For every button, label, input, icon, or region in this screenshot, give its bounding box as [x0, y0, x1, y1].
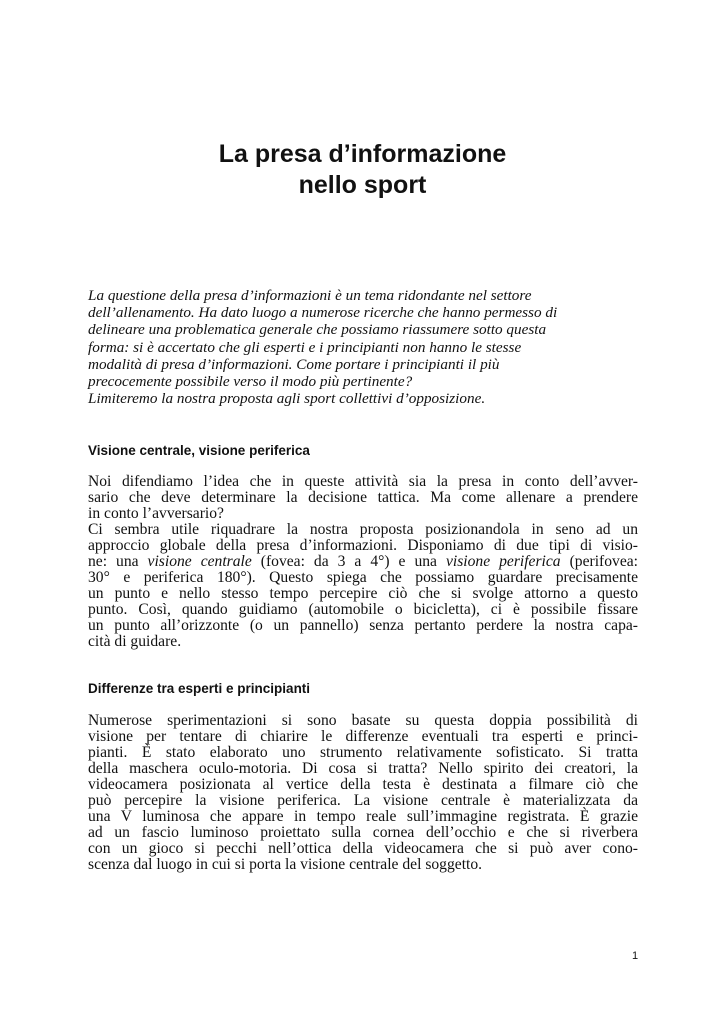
text-segment: scenza dal luogo in cui si porta la visione centrale del soggetto.: [88, 856, 483, 874]
section-visione-body: [88, 474, 638, 651]
text-segment: sario che deve determinare la decisione tattica. Ma come allenare a prendere: [88, 489, 638, 507]
abstract-line: forma: si è accertato che gli esperti e i principianti non hanno le stesse: [88, 338, 522, 356]
text-segment: (perifovea:: [560, 553, 638, 571]
paragraph-line: [88, 793, 638, 809]
abstract-line: precocemente possibile verso il modo più pertinente?: [88, 373, 413, 391]
abstract-line: dell’allenamento. Ha dato luogo a numerose ricerche che hanno permesso di: [88, 304, 558, 322]
text-segment: ne: una: [88, 553, 148, 571]
text-segment: (fovea: da 3 a 4°) e una: [251, 553, 446, 571]
paragraph-line: [88, 825, 638, 841]
paragraph-line: [88, 554, 638, 570]
text-segment: ad un fascio luminoso proiettato sulla cornea dell’occhio e che si riverbera: [88, 824, 638, 842]
paragraph-line: [88, 490, 638, 506]
text-segment: Ci sembra utile riquadrare la nostra proposta posizionandola in seno ad un: [88, 521, 638, 539]
page-number: 1: [632, 950, 639, 962]
text-segment: pianti. È stato elaborato uno strumento relativamente sofisticato. Si tratta: [88, 744, 638, 762]
text-segment: in conto l’avversario?: [88, 505, 224, 523]
text-segment: un punto all’orizzonte (o un pannello) senza pertanto perdere la nostra capa-: [88, 617, 638, 635]
paragraph-line: [88, 586, 638, 602]
text-segment: della maschera oculo-motoria. Di cosa si tratta? Nello spirito dei creatori, la: [88, 760, 638, 778]
paragraph-line: [88, 570, 638, 586]
paragraph-line: [88, 474, 638, 490]
text-segment: Noi difendiamo l’idea che in queste attività sia la presa in conto dell’avver-: [88, 473, 638, 490]
paragraph-line: [88, 729, 638, 745]
paragraph-line: [88, 857, 638, 873]
paragraph-line: [88, 522, 638, 538]
section-heading-visione: Visione centrale, visione periferica: [88, 443, 310, 458]
paragraph-line: [88, 841, 638, 857]
text-segment: punto. Così, quando guidiamo (automobile o bicicletta), ci è possibile fissare: [88, 601, 638, 619]
paragraph-line: [88, 602, 638, 618]
abstract-line: La questione della presa d’informazioni è un tema ridondante nel settore: [88, 287, 532, 304]
section-heading-differenze: Differenze tra esperti e principianti: [88, 681, 311, 696]
emphasis-text: visione centrale: [147, 553, 252, 571]
text-segment: videocamera posizionata al vertice della testa è destinata a filmare ciò che: [88, 776, 638, 794]
paragraph-line: [88, 618, 638, 634]
paragraph-line: [88, 634, 638, 650]
text-segment: una V luminosa che appare in tempo reale sull’immagine registrata. È grazie: [88, 808, 638, 826]
paragraph-line: [88, 745, 638, 761]
paragraph-line: [88, 538, 638, 554]
text-segment: con un gioco si pecchi nell’ottica della videocamera che si può aver cono-: [88, 840, 638, 858]
abstract: [88, 287, 638, 407]
text-segment: approccio globale della presa d’informazioni. Disponiamo di due tipi di visio-: [88, 537, 638, 555]
emphasis-text: visione periferica: [445, 553, 561, 571]
text-segment: Numerose sperimentazioni si sono basate su questa doppia possibilità di: [88, 712, 638, 729]
paragraph-line: [88, 713, 638, 729]
text-segment: visione per tentare di chiarire le differenze eventuali tra esperti e princi-: [88, 728, 638, 746]
section-differenze-body: [88, 713, 638, 873]
paragraph-line: [88, 809, 638, 825]
abstract-line: modalità di presa d’informazioni. Come portare i principianti il più: [88, 355, 500, 373]
paragraph-line: [88, 761, 638, 777]
document-title-line-2: nello sport: [298, 171, 427, 199]
text-segment: cità di guidare.: [88, 633, 182, 651]
paragraph-line: [88, 777, 638, 793]
paragraph-line: [88, 506, 638, 522]
text-segment: un punto e nello stesso tempo percepire ciò che si svolge attorno a questo: [88, 585, 638, 603]
document-title-line-1: La presa d’informazione: [218, 140, 507, 168]
abstract-line: delineare una problematica generale che possiamo riassumere sotto questa: [88, 321, 547, 339]
text-segment: 30° e periferica 180°). Questo spiega che possiamo guardare precisamente: [88, 569, 638, 587]
abstract-line: Limiteremo la nostra proposta agli sport collettivi d’opposizione.: [88, 390, 486, 408]
text-segment: può percepire la visione periferica. La visione centrale è materializzata da: [88, 792, 638, 810]
